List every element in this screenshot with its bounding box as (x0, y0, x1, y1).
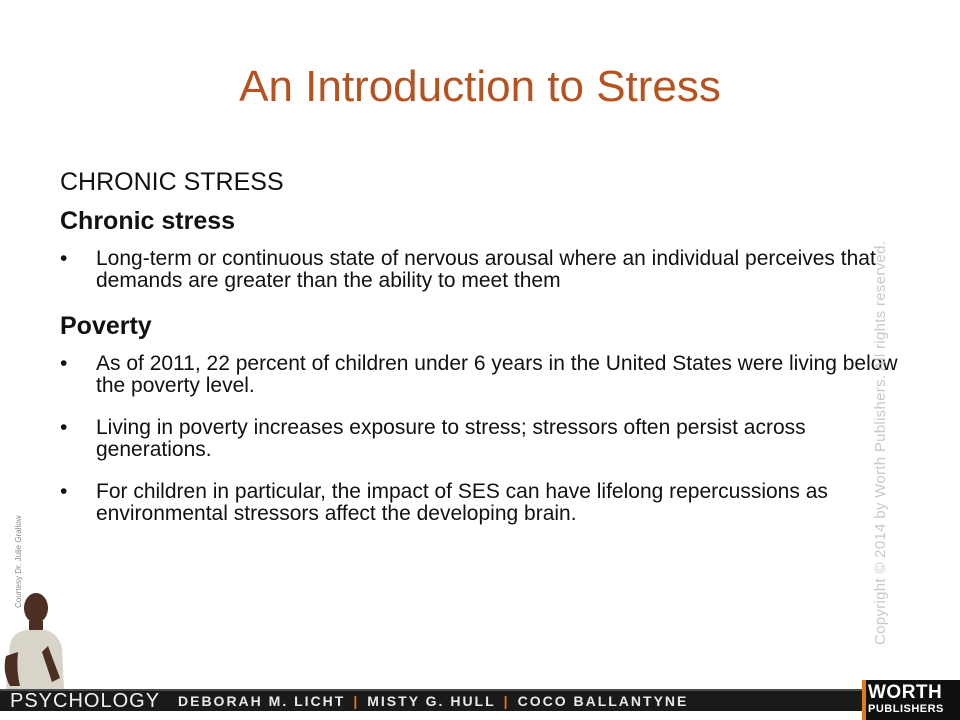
textbook-name: PSYCHOLOGY (10, 690, 161, 712)
subheading-chronic-stress: Chronic stress (60, 207, 236, 235)
bullet-item: • Living in poverty increases exposure to stress; stressors often persist across generations. (60, 417, 920, 461)
photo-credit: Courtesy Dr. Julie Grallow (14, 515, 23, 608)
person-photo (0, 586, 66, 690)
slide-content (60, 168, 920, 539)
author-name: DEBORAH M. LICHT (178, 693, 346, 709)
author-name: COCO BALLANTYNE (517, 693, 689, 709)
bullet-item: • As of 2011, 22 percent of children under 6 years in the United States were living below the poverty level. (60, 353, 920, 397)
publisher-logo (862, 680, 960, 720)
author-name: MISTY G. HULL (367, 693, 496, 709)
authors-line (178, 693, 688, 709)
footer-banner (0, 680, 960, 720)
slide-title: An Introduction to Stress (239, 62, 721, 111)
bullet-item: • For children in particular, the impact of SES can have lifelong repercussions as environmental stressors affect the developing brain. (60, 481, 920, 525)
section-header: CHRONIC STRESS (60, 168, 284, 196)
copyright-notice: Copyright © 2014 by Worth Publishers. All rights reserved. (872, 240, 889, 645)
separator: | (503, 693, 510, 709)
subheading-poverty: Poverty (60, 312, 152, 340)
bullet-item: • Long-term or continuous state of nervous arousal where an individual perceives that demands are greater than the ability to meet them (60, 248, 920, 292)
publisher-subtitle: PUBLISHERS (868, 703, 944, 715)
publisher-name: WORTH (868, 682, 943, 703)
separator: | (353, 693, 360, 709)
